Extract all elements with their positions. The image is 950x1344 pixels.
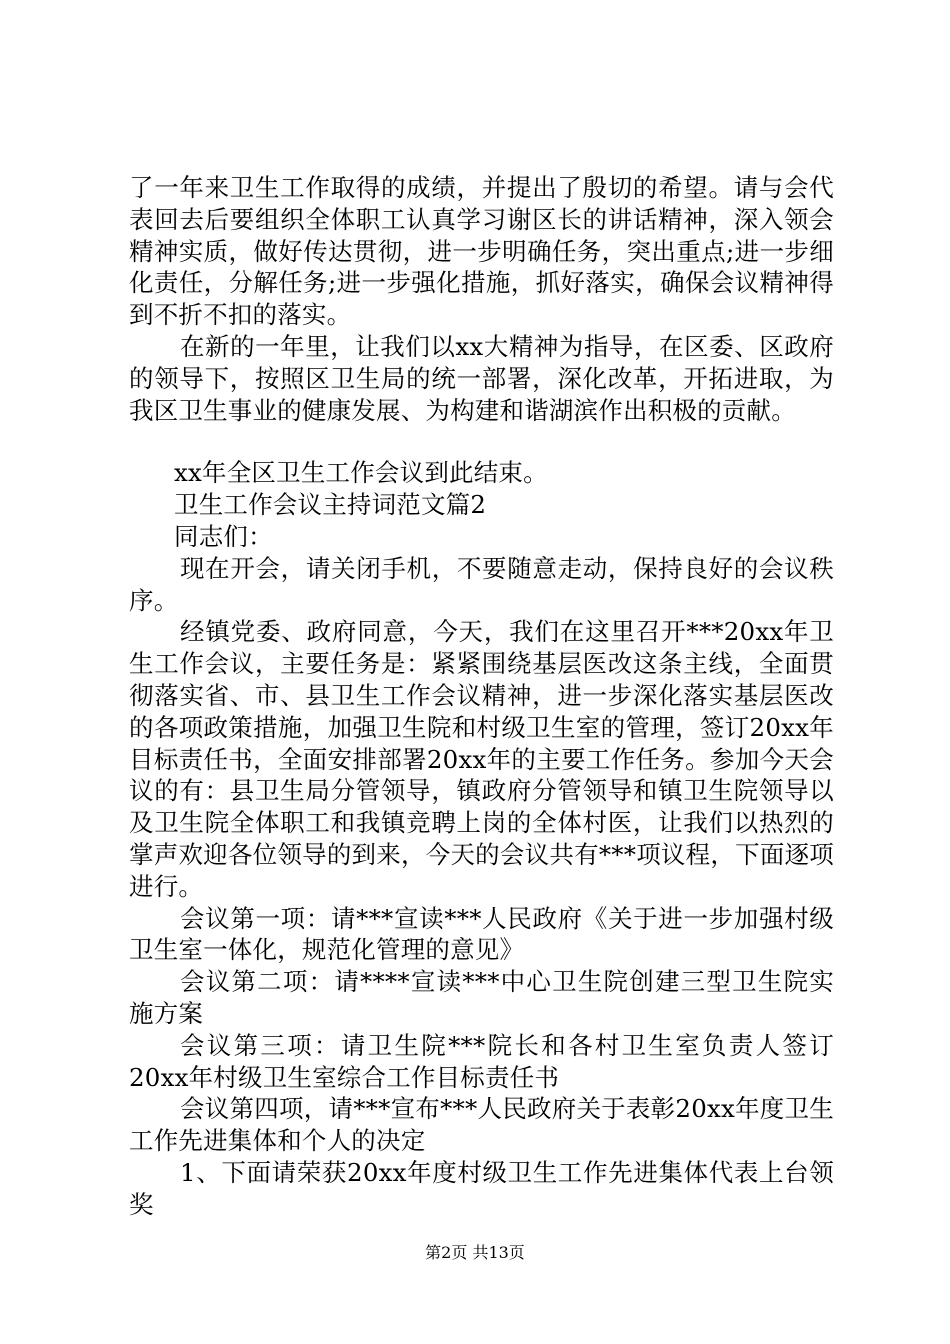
paragraph-meeting-end: xx年全区卫生工作会议到此结束。 bbox=[174, 458, 548, 488]
page-footer bbox=[0, 1243, 950, 1263]
agenda-item-4: 会议第四项，请***宣布***人民政府关于表彰20xx年度卫生工作先进集体和个人的决定 bbox=[129, 1094, 834, 1156]
salutation: 同志们： bbox=[174, 521, 273, 551]
document-body bbox=[129, 172, 834, 1221]
section-heading: 卫生工作会议主持词范文篇2 bbox=[174, 490, 487, 520]
award-item-1: 1、下面请荣获20xx年度村级卫生工作先进集体代表上台领奖 bbox=[129, 1157, 834, 1219]
paragraph-opening: 现在开会，请关闭手机，不要随意走动，保持良好的会议秩序。 bbox=[129, 553, 834, 615]
paragraph-closing-remarks: 了一年来卫生工作取得的成绩，并提出了殷切的希望。请与会代表回去后要组织全体职工认真学习谢区长的讲话精神，深入领会精神实质，做好传达贯彻，进一步明确任务，突出重点;进一步细化责任，分解任务;进一步强化措施，抓好落实，确保会议精神得到不折不扣的落实。 bbox=[129, 173, 834, 330]
paragraph-new-year: 在新的一年里，让我们以xx大精神为指导，在区委、区政府的领导下，按照区卫生局的统一部署，深化改革，开拓进取，为我区卫生事业的健康发展、为构建和谐湖滨作出积极的贡献。 bbox=[129, 331, 834, 425]
agenda-item-2: 会议第二项：请****宣读***中心卫生院创建三型卫生院实施方案 bbox=[129, 967, 834, 1028]
page-number: 第2页 共13页 bbox=[425, 1243, 525, 1262]
agenda-item-3: 会议第三项：请卫生院***院长和各村卫生室负责人签订20xx年村级卫生室综合工作目标责任书 bbox=[129, 1030, 834, 1092]
paragraph-meeting-purpose: 经镇党委、政府同意，今天，我们在这里召开***20xx年卫生工作会议，主要任务是：紧紧围绕基层医改这条主线，全面贯彻落实省、市、县卫生工作会议精神，进一步深化落实基层医改的各项政策措施，加强卫生院和村级卫生室的管理，签订20xx年目标责任书，全面安排部署20xx年的主要工作任务。参加今天会议的有：县卫生局分管领导，镇政府分管领导和镇卫生院领导以及卫生院全体职工和我镇竞聘上岗的全体村医，让我们以热烈的掌声欢迎各位领导的到来，今天的会议共有***项议程，下面逐项进行。 bbox=[129, 617, 834, 901]
agenda-item-1: 会议第一项：请***宣读***人民政府《关于进一步加强村级卫生室一体化，规范化管理的意见》 bbox=[129, 903, 834, 965]
